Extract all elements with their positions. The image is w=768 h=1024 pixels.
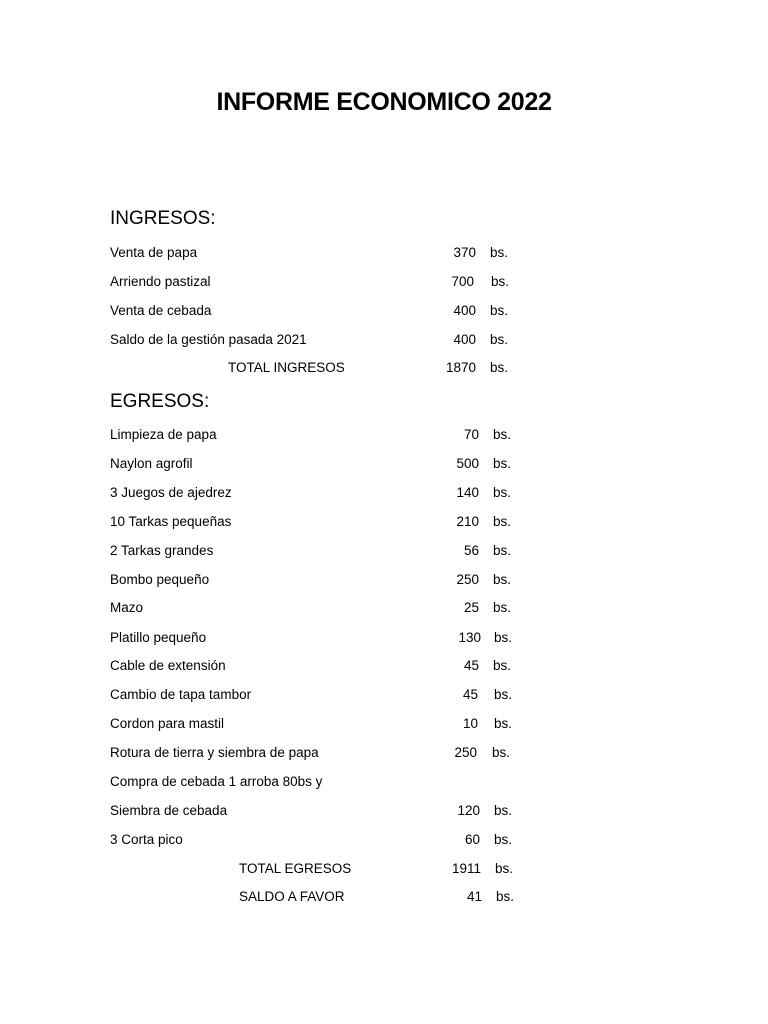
egresos-row	[0, 600, 768, 620]
item-label: Rotura de tierra y siembra de papa	[110, 745, 319, 760]
egresos-heading: EGRESOS:	[110, 391, 210, 412]
total-unit: bs.	[495, 861, 514, 876]
balance-unit: bs.	[496, 889, 515, 904]
egresos-row	[0, 630, 768, 650]
item-unit: bs.	[493, 543, 512, 558]
ingresos-row	[0, 245, 768, 265]
item-unit: bs.	[494, 832, 513, 847]
total-label: TOTAL EGRESOS	[239, 861, 352, 876]
item-label: Bombo pequeño	[110, 572, 210, 587]
item-label: Cordon para mastil	[110, 716, 225, 731]
egresos-row	[0, 774, 768, 794]
item-unit: bs.	[493, 427, 512, 442]
item-unit: bs.	[493, 658, 512, 673]
item-label: Saldo de la gestión pasada 2021	[110, 332, 307, 347]
item-amount: 250	[456, 572, 479, 587]
item-label: Cambio de tapa tambor	[110, 687, 252, 702]
item-label: Venta de papa	[110, 245, 198, 260]
item-unit: bs.	[494, 803, 513, 818]
item-label: 3 Corta pico	[110, 832, 183, 847]
balance-row	[0, 889, 768, 909]
item-amount: 250	[454, 745, 477, 760]
item-label: 10 Tarkas pequeñas	[110, 514, 232, 529]
balance-label: SALDO A FAVOR	[239, 889, 345, 904]
total-label: TOTAL INGRESOS	[228, 360, 345, 375]
item-label: 3 Juegos de ajedrez	[110, 485, 232, 500]
egresos-row	[0, 485, 768, 505]
ingresos-heading: INGRESOS:	[110, 208, 216, 229]
egresos-row	[0, 716, 768, 736]
item-unit: bs.	[494, 630, 513, 645]
item-amount: 60	[464, 832, 480, 847]
item-unit: bs.	[491, 274, 510, 289]
egresos-row	[0, 572, 768, 592]
item-unit: bs.	[494, 687, 513, 702]
egresos-row	[0, 543, 768, 563]
egresos-row	[0, 427, 768, 447]
item-amount: 370	[453, 245, 476, 260]
document-title: INFORME ECONOMICO 2022	[216, 88, 552, 116]
item-amount: 45	[463, 658, 479, 673]
item-amount: 70	[463, 427, 479, 442]
balance-amount: 41	[466, 889, 482, 904]
item-unit: bs.	[493, 514, 512, 529]
egresos-row	[0, 658, 768, 678]
item-label: Arriendo pastizal	[110, 274, 211, 289]
item-label: Naylon agrofil	[110, 456, 193, 471]
egresos-row	[0, 745, 768, 765]
ingresos-row	[0, 274, 768, 294]
egresos-row	[0, 832, 768, 852]
item-unit: bs.	[493, 456, 512, 471]
item-label: Cable de extensión	[110, 658, 226, 673]
item-amount: 56	[463, 543, 479, 558]
item-label: Limpieza de papa	[110, 427, 217, 442]
item-label: Siembra de cebada	[110, 803, 228, 818]
total-amount: 1870	[445, 360, 476, 375]
ingresos-row	[0, 303, 768, 323]
ingresos-row	[0, 332, 768, 352]
egresos-total-row	[0, 861, 768, 881]
egresos-row	[0, 456, 768, 476]
item-amount: 10	[462, 716, 478, 731]
item-amount: 700	[451, 274, 474, 289]
item-amount: 45	[462, 687, 478, 702]
total-amount: 1911	[451, 861, 481, 876]
item-amount: 210	[456, 514, 479, 529]
item-unit: bs.	[494, 716, 513, 731]
item-label: Mazo	[110, 600, 144, 615]
egresos-row	[0, 514, 768, 534]
item-label: Venta de cebada	[110, 303, 212, 318]
item-unit: bs.	[490, 245, 509, 260]
item-amount: 400	[453, 332, 476, 347]
ingresos-total-row	[0, 360, 768, 380]
item-label: Platillo pequeño	[110, 630, 207, 645]
item-label: Compra de cebada 1 arroba 80bs y	[110, 774, 323, 789]
item-label: 2 Tarkas grandes	[110, 543, 214, 558]
item-unit: bs.	[490, 332, 509, 347]
item-amount: 25	[463, 600, 479, 615]
item-unit: bs.	[492, 745, 511, 760]
item-amount: 400	[453, 303, 476, 318]
item-unit: bs.	[493, 600, 512, 615]
total-unit: bs.	[490, 360, 509, 375]
item-amount: 120	[457, 803, 480, 818]
item-amount: 500	[456, 456, 479, 471]
item-amount: 140	[456, 485, 479, 500]
item-unit: bs.	[493, 572, 512, 587]
item-unit: bs.	[493, 485, 512, 500]
item-unit: bs.	[490, 303, 509, 318]
item-amount: 130	[458, 630, 481, 645]
egresos-row	[0, 803, 768, 823]
egresos-row	[0, 687, 768, 707]
